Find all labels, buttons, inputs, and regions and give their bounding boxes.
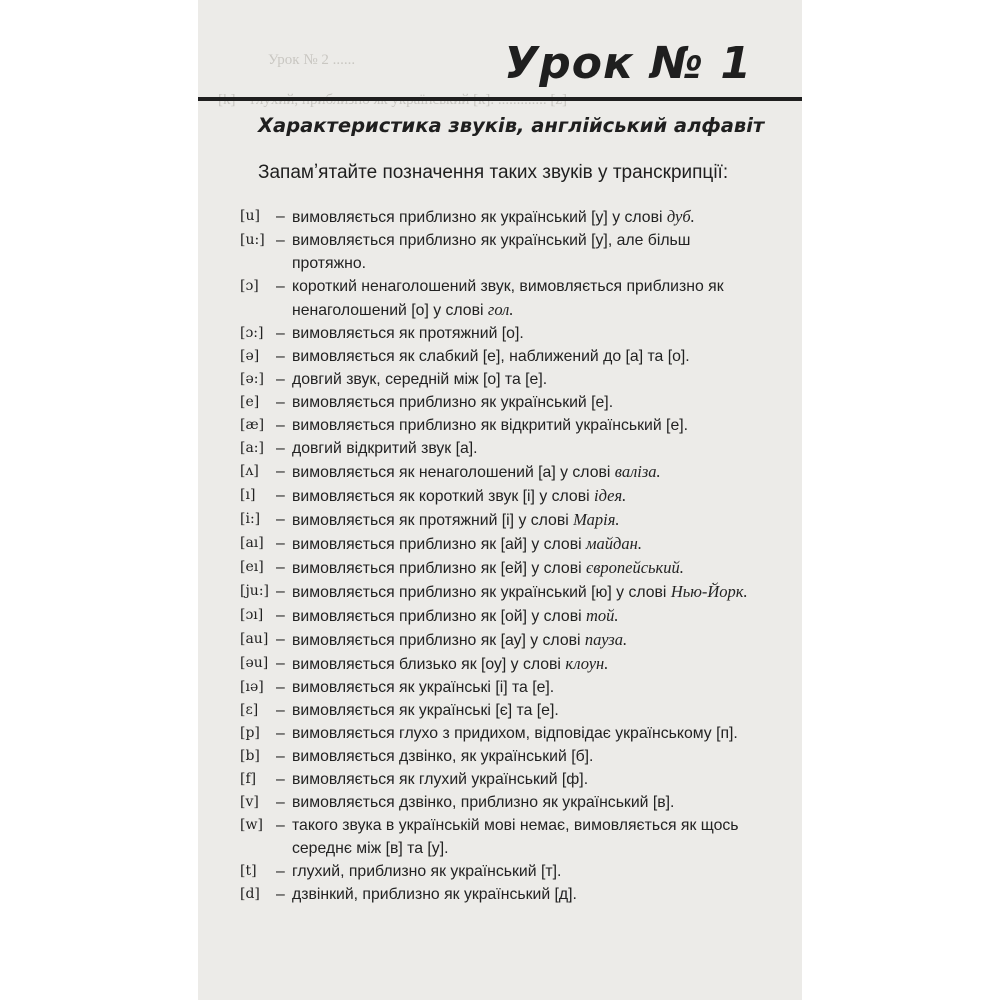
- entry-description: [292, 275, 760, 322]
- transcription-entry: [240, 768, 760, 791]
- entry-description: [292, 791, 760, 814]
- phonetic-symbol: [f]: [240, 771, 257, 787]
- description-text: вимовляється як протяжний [о].: [292, 325, 524, 342]
- description-text: вимовляється як глухий український [ф].: [292, 771, 589, 788]
- phonetic-symbol: [a:]: [240, 440, 264, 456]
- entry-description: [292, 580, 760, 604]
- entry-description: [292, 229, 760, 275]
- entry-description: [292, 508, 760, 532]
- entry-description: [292, 484, 760, 508]
- description-text: короткий ненаголошений звук, вимовляється приблизно як ненаголошений [о] у слові: [292, 278, 724, 319]
- entry-description: [292, 604, 760, 628]
- transcription-entry: [240, 652, 760, 676]
- example-word: гол.: [487, 300, 514, 319]
- intro-text: Запамʼятайте позначення таких звуків у транскрипції:: [258, 162, 729, 183]
- transcription-entry: [240, 814, 760, 860]
- transcription-entry: [240, 699, 760, 722]
- entry-dash: –: [276, 371, 285, 388]
- lesson-title: Урок № 1: [504, 38, 752, 89]
- transcription-entry: [240, 275, 760, 322]
- description-text: вимовляється глухо з придихом, відповідає українському [п].: [292, 725, 738, 742]
- description-text: вимовляється приблизно як [ау] у слові: [292, 632, 585, 649]
- entry-dash: –: [276, 607, 285, 624]
- entry-description: [292, 883, 760, 906]
- example-word: клоун.: [565, 654, 609, 673]
- transcription-entry: [240, 604, 760, 628]
- example-word: валіза.: [614, 462, 661, 481]
- entry-description: [292, 437, 760, 460]
- transcription-entry: [240, 532, 760, 556]
- entry-dash: –: [276, 817, 285, 834]
- transcription-entry: [240, 205, 760, 229]
- phonetic-symbol: [æ]: [240, 417, 265, 433]
- transcription-entry: [240, 460, 760, 484]
- phonetic-symbol: [b]: [240, 748, 260, 764]
- phonetic-symbol: [ɔı]: [240, 607, 264, 623]
- entry-dash: –: [276, 232, 285, 249]
- description-text: вимовляється як короткий звук [і] у слові: [292, 488, 594, 505]
- phonetic-symbol: [p]: [240, 725, 260, 741]
- entry-dash: –: [276, 487, 285, 504]
- entry-dash: –: [276, 559, 285, 576]
- entry-dash: –: [276, 886, 285, 903]
- entry-description: [292, 699, 760, 722]
- entry-dash: –: [276, 348, 285, 365]
- description-text: вимовляється дзвінко, як український [б].: [292, 748, 594, 765]
- description-text: вимовляється як українські [є] та [е].: [292, 702, 559, 719]
- entry-description: [292, 745, 760, 768]
- entry-description: [292, 768, 760, 791]
- phonetic-symbol: [ıə]: [240, 679, 264, 695]
- transcription-entry: [240, 391, 760, 414]
- entry-dash: –: [276, 725, 285, 742]
- bleed-through-line: Урок № 2 ......: [268, 52, 356, 68]
- entry-dash: –: [276, 655, 285, 672]
- example-word: ідея.: [593, 486, 627, 505]
- entry-dash: –: [276, 631, 285, 648]
- entry-description: [292, 860, 760, 883]
- example-word: пауза.: [584, 630, 628, 649]
- phonetic-symbol: [au]: [240, 631, 269, 647]
- description-text: дзвінкий, приблизно як український [д].: [292, 886, 577, 903]
- description-text: вимовляється приблизно як український [у], але більш протяжно.: [292, 232, 691, 272]
- description-text: довгий відкритий звук [а].: [292, 440, 478, 457]
- description-text: вимовляється приблизно як український [ю] у слові: [292, 584, 671, 601]
- phonetic-symbol: [ɔ]: [240, 278, 259, 294]
- entry-description: [292, 556, 760, 580]
- entry-description: [292, 652, 760, 676]
- transcription-entry: [240, 722, 760, 745]
- entry-dash: –: [276, 394, 285, 411]
- transcription-entry: [240, 556, 760, 580]
- description-text: вимовляється приблизно як відкритий український [е].: [292, 417, 689, 434]
- entry-dash: –: [276, 771, 285, 788]
- example-word: той.: [586, 606, 619, 625]
- description-text: вимовляється близько як [оу] у слові: [292, 656, 566, 673]
- description-text: вимовляється приблизно як український [е].: [292, 394, 614, 411]
- description-text: вимовляється як ненаголошений [а] у слові: [292, 464, 615, 481]
- entry-dash: –: [276, 463, 285, 480]
- entry-dash: –: [276, 863, 285, 880]
- entry-dash: –: [276, 278, 285, 295]
- entry-dash: –: [276, 208, 285, 225]
- transcription-entry: [240, 484, 760, 508]
- entry-description: [292, 676, 760, 699]
- example-word: європейський.: [586, 558, 684, 577]
- entry-dash: –: [276, 535, 285, 552]
- transcription-entry: [240, 791, 760, 814]
- transcription-entry: [240, 860, 760, 883]
- entry-description: [292, 205, 760, 229]
- phonetic-symbol: [u:]: [240, 232, 265, 248]
- example-word: Марія.: [573, 510, 620, 529]
- phonetic-symbol: [u]: [240, 208, 260, 224]
- transcription-entry: [240, 414, 760, 437]
- description-text: вимовляється приблизно як [ой] у слові: [292, 608, 587, 625]
- description-text: вимовляється як протяжний [і] у слові: [292, 512, 574, 529]
- entry-description: [292, 460, 760, 484]
- example-word: Нью-Йорк.: [670, 582, 748, 601]
- transcription-entry: [240, 628, 760, 652]
- entry-description: [292, 722, 760, 745]
- entry-description: [292, 628, 760, 652]
- entry-description: [292, 391, 760, 414]
- phonetic-symbol: [v]: [240, 794, 259, 810]
- phonetic-symbol: [t]: [240, 863, 257, 879]
- book-page: [198, 0, 802, 1000]
- description-text: вимовляється приблизно як український [у] у слові: [292, 209, 667, 226]
- description-text: глухий, приблизно як український [т].: [292, 863, 562, 880]
- phonetic-symbol: [i:]: [240, 511, 261, 527]
- entry-description: [292, 414, 760, 437]
- transcription-entry: [240, 508, 760, 532]
- phonetic-symbol: [ə:]: [240, 371, 264, 387]
- transcription-entry: [240, 322, 760, 345]
- phonetic-symbol: [eı]: [240, 559, 264, 575]
- example-word: дуб.: [666, 207, 695, 226]
- entry-dash: –: [276, 511, 285, 528]
- transcription-entry: [240, 345, 760, 368]
- phonetic-symbol: [ı]: [240, 487, 256, 503]
- title-rule: [198, 97, 802, 101]
- entry-dash: –: [276, 417, 285, 434]
- phonetic-symbol: [aı]: [240, 535, 264, 551]
- transcription-entry: [240, 580, 760, 604]
- entry-description: [292, 368, 760, 391]
- transcription-entry: [240, 437, 760, 460]
- transcription-entry: [240, 676, 760, 699]
- entry-description: [292, 345, 760, 368]
- transcription-entry: [240, 883, 760, 906]
- phonetic-symbol: [ə]: [240, 348, 260, 364]
- transcription-entry: [240, 368, 760, 391]
- phonetic-symbol: [ɛ]: [240, 702, 259, 718]
- phonetic-symbol: [w]: [240, 817, 263, 833]
- entry-dash: –: [276, 794, 285, 811]
- phonetic-symbol: [əu]: [240, 655, 269, 671]
- description-text: довгий звук, середній між [о] та [е].: [292, 371, 548, 388]
- phonetic-symbol: [d]: [240, 886, 260, 902]
- description-text: вимовляється приблизно як [ай] у слові: [292, 536, 587, 553]
- entry-dash: –: [276, 702, 285, 719]
- entry-dash: –: [276, 748, 285, 765]
- phonetic-symbol: [ju:]: [240, 583, 269, 599]
- transcription-entry: [240, 745, 760, 768]
- entry-dash: –: [276, 679, 285, 696]
- entry-description: [292, 322, 760, 345]
- transcription-list: [240, 205, 760, 906]
- phonetic-symbol: [ɔ:]: [240, 325, 264, 341]
- entry-description: [292, 532, 760, 556]
- section-subtitle: Характеристика звуків, англійський алфавіт: [258, 114, 765, 137]
- entry-description: [292, 814, 760, 860]
- entry-dash: –: [276, 325, 285, 342]
- description-text: такого звука в українській мові немає, вимовляється як щось середнє між [в] та [у].: [292, 817, 739, 857]
- entry-dash: –: [276, 583, 285, 600]
- example-word: майдан.: [586, 534, 642, 553]
- phonetic-symbol: [e]: [240, 394, 260, 410]
- description-text: вимовляється дзвінко, приблизно як український [в].: [292, 794, 675, 811]
- description-text: вимовляється приблизно як [ей] у слові: [292, 560, 587, 577]
- entry-dash: –: [276, 440, 285, 457]
- description-text: вимовляється як українські [і] та [е].: [292, 679, 555, 696]
- phonetic-symbol: [ʌ]: [240, 463, 259, 479]
- transcription-entry: [240, 229, 760, 275]
- description-text: вимовляється як слабкий [е], наближений до [а] та [о].: [292, 348, 690, 365]
